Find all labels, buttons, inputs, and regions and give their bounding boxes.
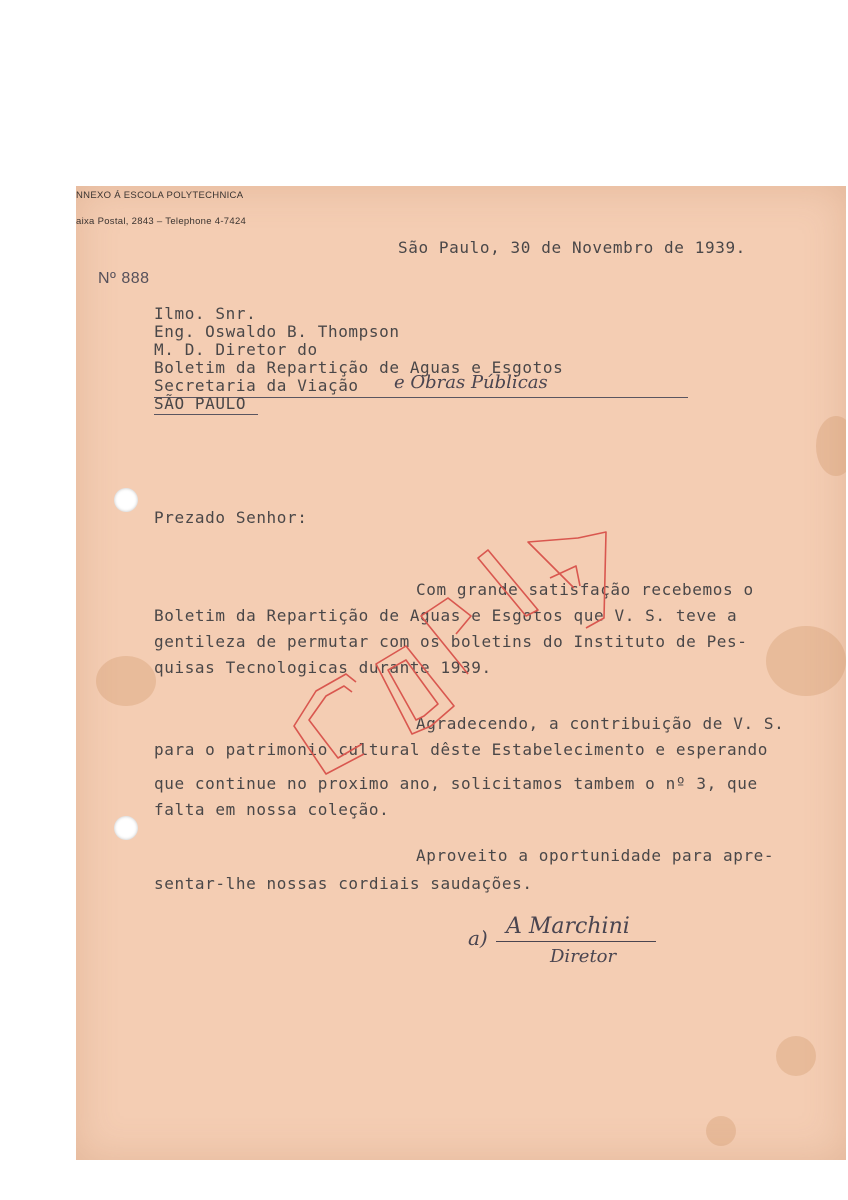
body-p1-line: Boletim da Repartição de Aguas e Esgotos que V. S. teve a: [154, 606, 738, 625]
paper-stain: [706, 1116, 736, 1146]
body-p3-line: Aproveito a oportunidade para apre-: [416, 846, 775, 865]
punch-hole: [114, 488, 138, 512]
punch-hole: [114, 816, 138, 840]
addressee-line6: SÃO PAULO: [154, 394, 247, 413]
paper-stain: [96, 656, 156, 706]
paper-stain: [776, 1036, 816, 1076]
body-p2-line: que continue no proximo ano, solicitamos tambem o nº 3, que: [154, 774, 758, 793]
body-p3-line: sentar-lhe nossas cordiais saudações.: [154, 874, 533, 893]
signature-name: A Marchini: [506, 914, 630, 939]
signature-rule: [496, 941, 656, 942]
addressee-line3: M. D. Diretor do: [154, 340, 318, 359]
underline-rule: [154, 414, 258, 415]
addressee-line5-handwritten: e Obras Públicas: [394, 372, 548, 393]
body-p2-line: falta em nossa coleção.: [154, 800, 390, 819]
copia-stamp-letters: [294, 532, 606, 774]
paper-stain: [816, 416, 846, 476]
place-date: São Paulo, 30 de Novembro de 1939.: [398, 238, 746, 257]
letter-sheet: [76, 186, 846, 1160]
signature-title: Diretor: [550, 946, 617, 967]
body-p1-line: gentileza de permutar com os boletins do Instituto de Pes-: [154, 632, 748, 651]
letterhead-contact: aixa Postal, 2843 – Telephone 4-7424: [76, 216, 247, 227]
body-p1-line: quisas Tecnologicas durante 1939.: [154, 658, 492, 677]
body-p2-line: Agradecendo, a contribuição de V. S.: [416, 714, 785, 733]
letterhead-institution: NNEXO Á ESCOLA POLYTECHNICA: [76, 190, 244, 201]
addressee-line1: Ilmo. Snr.: [154, 304, 257, 323]
reference-number: Nº 888: [98, 270, 150, 287]
salutation: Prezado Senhor:: [154, 508, 308, 527]
body-p2-line: para o patrimonio cultural dêste Estabelecimento e esperando: [154, 740, 768, 759]
signature-prefix: a): [468, 926, 488, 950]
body-p1-line: Com grande satisfação recebemos o: [416, 580, 754, 599]
paper-stain: [766, 626, 846, 696]
addressee-line2: Eng. Oswaldo B. Thompson: [154, 322, 400, 341]
addressee-line4: Boletim da Repartição de Aguas e Esgotos: [154, 358, 564, 377]
addressee-line5: Secretaria da Viação: [154, 376, 359, 395]
